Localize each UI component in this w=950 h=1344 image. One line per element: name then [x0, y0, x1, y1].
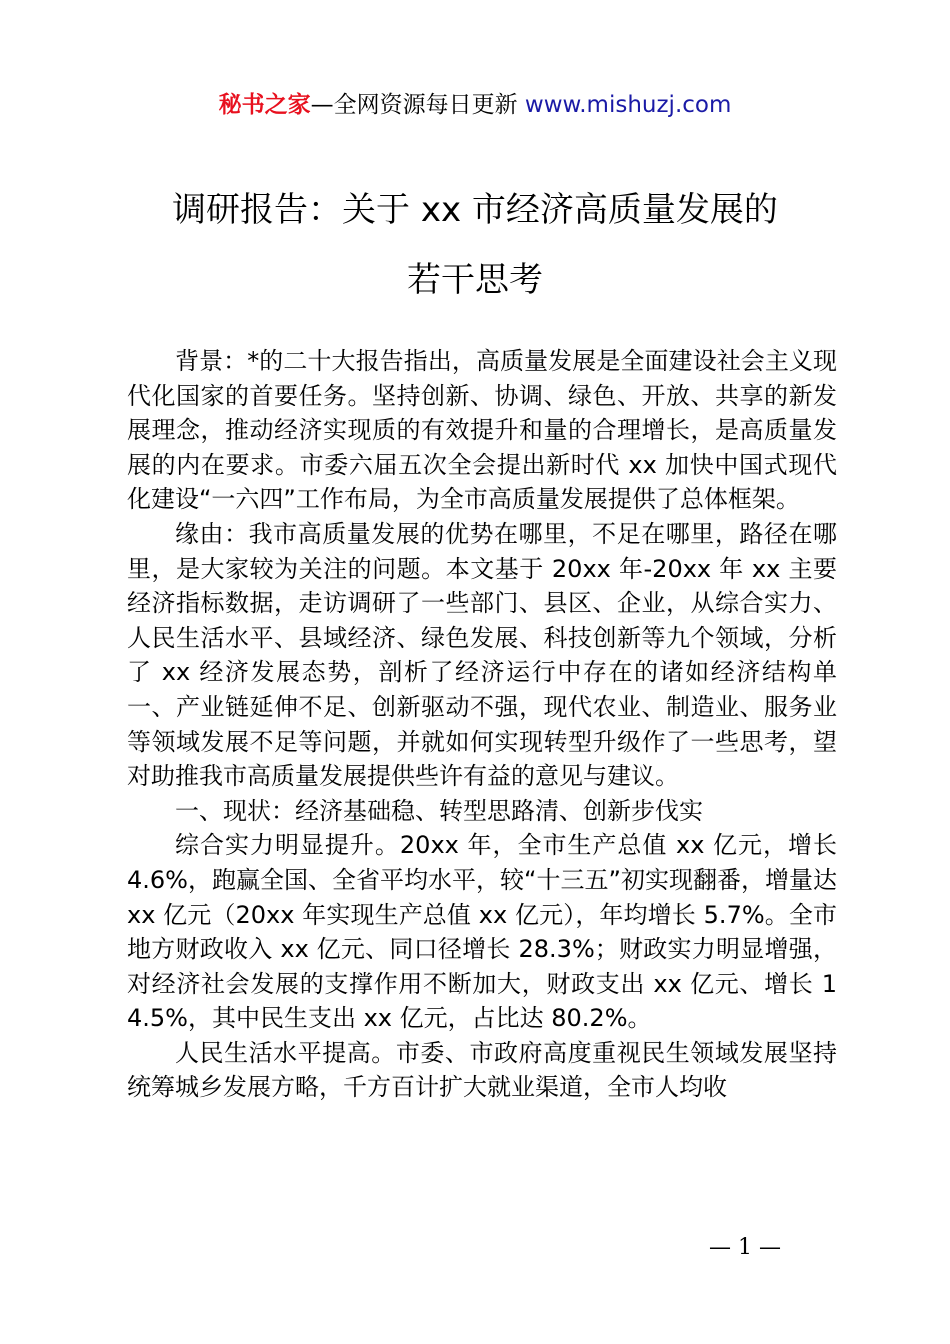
document-title-line-1: 调研报告：关于 xx 市经济高质量发展的 [172, 190, 778, 230]
page-number: — 1 — [709, 1235, 781, 1260]
paragraph-overall-strength: 综合实力明显提升。20xx 年，全市生产总值 xx 亿元，增长 4.6%，跑赢全国、全省平均水平，较“十三五”初实现翻番，增量达 xx 亿元（20xx 年实现生产总值 xx 亿元），年均增长 5.7%。全市地方财政收入 xx 亿元、同口径增长 28.3%；财政实力明显增强，对经济社会发展的支撑作用不断加大，财政支出 xx 亿元、增长 14.5%，其中民生支出 xx 亿元，占比达 80.2%。 [127, 831, 837, 1033]
paragraph-background: 背景：*的二十大报告指出，高质量发展是全面建设社会主义现代化国家的首要任务。坚持创新、协调、绿色、开放、共享的新发展理念，推动经济实现质的有效提升和量的合理增长，是高质量发展的内在要求。市委六届五次全会提出新时代 xx 加快中国式现代化建设“一六四”工作布局，为全市高质量发展提供了总体框架。 [127, 347, 837, 514]
site-header [0, 88, 950, 122]
site-brand: 秘书之家 [218, 92, 311, 118]
document-title-line-2: 若干思考 [407, 260, 543, 300]
paragraph-reason: 缘由：我市高质量发展的优势在哪里，不足在哪里，路径在哪里，是大家较为关注的问题。本文基于 20xx 年-20xx 年 xx 主要经济指标数据，走访调研了一些部门、县区、企业，从综合实力、人民生活水平、县域经济、绿色发展、科技创新等九个领域，分析了 xx 经济发展态势，剖析了经济运行中存在的诸如经济结构单一、产业链延伸不足、创新驱动不强，现代农业、制造业、服务业等领域发展不足等问题，并就如何实现转型升级作了一些思考，望对助推我市高质量发展提供些许有益的意见与建议。 [127, 519, 837, 791]
site-url-link[interactable]: www.mishuzj.com [524, 92, 732, 118]
section-heading-status: 一、现状：经济基础稳、转型思路清、创新步伐实 [175, 796, 703, 825]
paragraph-living-standards: 人民生活水平提高。市委、市政府高度重视民生领域发展坚持统筹城乡发展方略，千方百计扩大就业渠道，全市人均收 [127, 1038, 837, 1102]
document-body [127, 344, 837, 1105]
site-tagline: —全网资源每日更新 [310, 92, 525, 118]
